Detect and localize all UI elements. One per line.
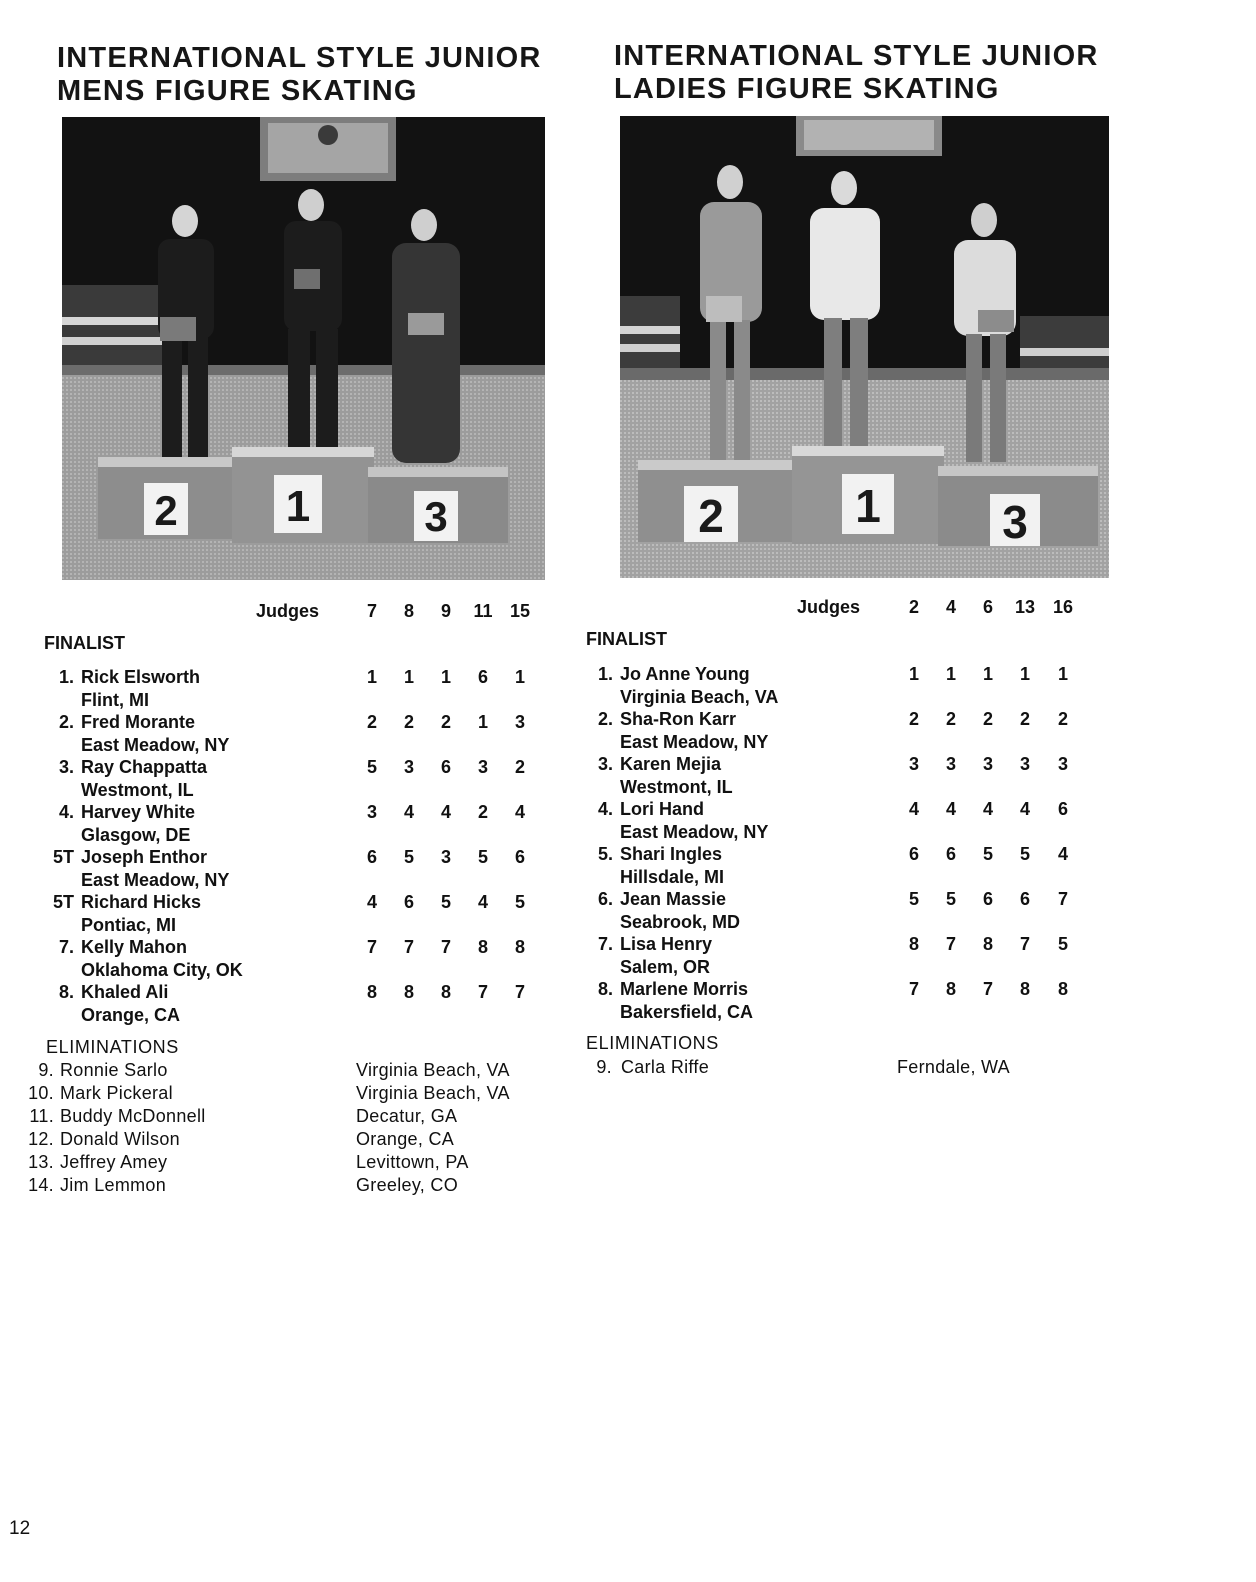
finalist-name: Jo Anne Young [620,664,750,684]
finalist-rank: 8. [58,982,74,1002]
finalist-score: 8 [514,937,525,957]
mens-title-line1: INTERNATIONAL STYLE JUNIOR [57,42,542,74]
finalist-entry [46,981,560,1026]
finalist-score: 1 [1057,664,1068,684]
finalist-city: Hillsdale, MI [620,867,725,887]
finalist-score: 3 [908,754,919,774]
finalist-name: Kelly Mahon [81,937,188,957]
finalist-score: 7 [1057,889,1068,909]
elimination-rank: 9. [38,1060,54,1080]
finalist-rank: 4. [597,799,613,819]
finalist-city: Oklahoma City, OK [81,960,243,980]
finalist-score: 6 [477,667,488,687]
finalist-score: 3 [1019,754,1030,774]
finalist-entry [46,756,560,801]
finalist-score: 4 [514,802,525,822]
elimination-entry [24,1128,544,1151]
finalist-entry [585,933,1145,978]
finalist-score: 6 [982,889,993,909]
finalist-score: 5 [514,892,525,912]
finalist-name: Joseph Enthor [81,847,208,867]
elimination-name: Carla Riffe [621,1057,710,1077]
finalist-rank: 2. [58,712,74,732]
finalist-score: 8 [945,979,956,999]
finalist-score: 8 [403,982,414,1002]
ladies-podium-number-1: 1 [855,480,881,532]
mens-podium-number-3: 3 [424,493,448,540]
mens-judge-number: 7 [366,601,377,621]
mens-judges-label: Judges [256,601,320,621]
finalist-score: 7 [477,982,488,1002]
finalist-score: 3 [1057,754,1068,774]
finalist-city: East Meadow, NY [620,822,769,842]
finalist-score: 2 [514,757,525,777]
finalist-score: 2 [403,712,414,732]
elimination-name: Mark Pickeral [60,1083,173,1103]
finalist-score: 3 [440,847,451,867]
finalist-name: Khaled Ali [81,982,169,1002]
finalist-entry [585,663,1145,708]
finalist-score: 6 [945,844,956,864]
finalist-score: 7 [945,934,956,954]
finalist-city: East Meadow, NY [620,732,769,752]
finalist-score: 5 [440,892,451,912]
mens-judge-number: 11 [473,601,493,621]
finalist-entry [585,843,1145,888]
finalist-score: 6 [514,847,525,867]
finalist-score: 6 [403,892,414,912]
finalist-city: Pontiac, MI [81,915,177,935]
finalist-entry [46,801,560,846]
elimination-rank: 9. [596,1057,612,1077]
finalist-name: Lori Hand [620,799,704,819]
elimination-entry [24,1105,544,1128]
finalist-city: Flint, MI [81,690,149,710]
finalist-score: 7 [440,937,451,957]
mens-judge-number: 8 [403,601,414,621]
mens-podium-photo [62,117,545,580]
finalist-score: 8 [1019,979,1030,999]
finalist-name: Fred Morante [81,712,196,732]
elimination-rank: 12. [28,1129,54,1149]
finalist-score: 7 [908,979,919,999]
mens-judges-row [0,601,560,625]
finalist-score: 2 [908,709,919,729]
finalist-city: East Meadow, NY [81,870,230,890]
mens-podium-number-2: 2 [154,487,178,534]
elimination-rank: 11. [29,1106,54,1126]
finalist-score: 5 [366,757,377,777]
finalist-score: 4 [908,799,919,819]
finalist-score: 7 [982,979,993,999]
finalist-score: 8 [477,937,488,957]
elimination-entry [24,1174,544,1197]
ladies-podium-photo [620,116,1109,578]
finalist-city: Glasgow, DE [81,825,191,845]
finalist-name: Richard Hicks [81,892,202,912]
finalist-rank: 7. [58,937,74,957]
finalist-rank: 1. [58,667,74,687]
elimination-city: Virginia Beach, VA [356,1083,510,1103]
elimination-name: Jeffrey Amey [60,1152,168,1172]
mens-eliminations-label: ELIMINATIONS [46,1037,179,1057]
finalist-score: 5 [477,847,488,867]
finalist-score: 2 [366,712,377,732]
finalist-score: 7 [1019,934,1030,954]
elimination-name: Ronnie Sarlo [60,1060,168,1080]
finalist-city: Orange, CA [81,1005,181,1025]
finalist-score: 4 [945,799,956,819]
finalist-name: Lisa Henry [620,934,713,954]
finalist-score: 8 [908,934,919,954]
finalist-entry [585,753,1145,798]
ladies-eliminations-label: ELIMINATIONS [586,1033,719,1053]
elimination-city: Ferndale, WA [897,1057,1010,1077]
finalist-score: 1 [403,667,414,687]
elimination-city: Levittown, PA [356,1152,469,1172]
mens-judge-number: 15 [509,601,531,621]
finalist-score: 3 [366,802,377,822]
finalist-name: Sha-Ron Karr [620,709,737,729]
finalist-city: Westmont, IL [620,777,733,797]
finalist-score: 4 [982,799,993,819]
finalist-score: 5 [908,889,919,909]
finalist-score: 6 [1057,799,1068,819]
finalist-score: 7 [366,937,377,957]
ladies-title-line1: INTERNATIONAL STYLE JUNIOR [614,40,1099,72]
finalist-rank: 5T [52,892,74,912]
finalist-name: Shari Ingles [620,844,723,864]
ladies-judge-number: 13 [1014,597,1036,617]
ladies-podium-number-2: 2 [698,490,724,542]
finalist-entry [585,978,1145,1023]
elimination-entry [24,1082,544,1105]
finalist-score: 2 [1057,709,1068,729]
finalist-score: 1 [514,667,525,687]
finalist-score: 1 [477,712,488,732]
finalist-rank: 7. [597,934,613,954]
elimination-city: Virginia Beach, VA [356,1060,510,1080]
finalist-entry [585,798,1145,843]
mens-podium-number-1: 1 [285,482,311,531]
ladies-judge-number: 4 [945,597,956,617]
finalist-name: Ray Chappatta [81,757,208,777]
finalist-city: Seabrook, MD [620,912,741,932]
finalist-score: 6 [366,847,377,867]
finalist-entry [46,846,560,891]
mens-judge-number: 9 [440,601,451,621]
finalist-score: 4 [440,802,451,822]
finalist-score: 4 [477,892,488,912]
ladies-judge-number: 16 [1052,597,1074,617]
finalist-rank: 3. [58,757,74,777]
finalist-name: Harvey White [81,802,196,822]
finalist-rank: 4. [58,802,74,822]
finalist-score: 5 [403,847,414,867]
finalist-score: 3 [982,754,993,774]
finalist-entry [46,666,560,711]
finalist-rank: 6. [597,889,613,909]
mens-title-line2: MENS FIGURE SKATING [57,75,418,107]
finalist-score: 6 [1019,889,1030,909]
finalist-score: 6 [440,757,451,777]
elimination-city: Orange, CA [356,1129,455,1149]
ladies-judge-number: 6 [982,597,993,617]
finalist-name: Rick Elsworth [81,667,201,687]
ladies-podium-number-3: 3 [1002,496,1028,548]
finalist-score: 2 [1019,709,1030,729]
finalist-entry [46,936,560,981]
finalist-score: 5 [1019,844,1030,864]
finalist-name: Jean Massie [620,889,727,909]
finalist-entry [46,711,560,756]
finalist-score: 2 [440,712,451,732]
finalist-name: Karen Mejia [620,754,722,774]
finalist-score: 2 [945,709,956,729]
finalist-score: 3 [403,757,414,777]
finalist-score: 4 [366,892,377,912]
finalist-rank: 2. [597,709,613,729]
finalist-score: 8 [440,982,451,1002]
finalist-rank: 3. [597,754,613,774]
finalist-entry [585,888,1145,933]
finalist-entry [585,708,1145,753]
ladies-title-line2: LADIES FIGURE SKATING [614,73,1000,105]
finalist-score: 7 [514,982,525,1002]
finalist-rank: 8. [597,979,613,999]
elimination-name: Buddy McDonnell [60,1106,206,1126]
finalist-score: 6 [908,844,919,864]
page-number: 12 [9,1518,31,1539]
finalist-entry [46,891,560,936]
finalist-name: Marlene Morris [620,979,749,999]
finalist-city: Virginia Beach, VA [620,687,779,707]
elimination-city: Decatur, GA [356,1106,458,1126]
finalist-score: 8 [366,982,377,1002]
finalist-score: 5 [1057,934,1068,954]
finalist-score: 4 [403,802,414,822]
finalist-score: 2 [982,709,993,729]
finalist-score: 5 [945,889,956,909]
finalist-score: 4 [1019,799,1030,819]
finalist-score: 1 [440,667,451,687]
finalist-rank: 5T [52,847,74,867]
elimination-name: Donald Wilson [60,1129,180,1149]
finalist-score: 5 [982,844,993,864]
ladies-judges-label: Judges [797,597,861,617]
finalist-rank: 1. [597,664,613,684]
finalist-score: 3 [945,754,956,774]
finalist-rank: 5. [597,844,613,864]
elimination-entry [585,1056,1145,1079]
finalist-city: Bakersfield, CA [620,1002,754,1022]
elimination-name: Jim Lemmon [60,1175,167,1195]
finalist-score: 8 [1057,979,1068,999]
finalist-city: Salem, OR [620,957,711,977]
finalist-score: 2 [477,802,488,822]
finalist-score: 3 [514,712,525,732]
finalist-city: Westmont, IL [81,780,194,800]
finalist-city: East Meadow, NY [81,735,230,755]
mens-title [57,42,541,108]
ladies-finalist-label: FINALIST [586,629,667,649]
elimination-city: Greeley, CO [356,1175,458,1195]
finalist-score: 1 [908,664,919,684]
mens-finalist-label: FINALIST [44,633,125,653]
ladies-judges-row [585,597,1145,621]
finalist-score: 4 [1057,844,1068,864]
finalist-score: 8 [982,934,993,954]
finalist-score: 1 [366,667,377,687]
elimination-entry [24,1151,544,1174]
finalist-score: 3 [477,757,488,777]
ladies-title [614,40,1098,106]
finalist-score: 1 [1019,664,1030,684]
ladies-judge-number: 2 [908,597,919,617]
finalist-score: 1 [945,664,956,684]
finalist-score: 1 [982,664,993,684]
finalist-score: 7 [403,937,414,957]
elimination-rank: 14. [28,1175,54,1195]
elimination-rank: 10. [28,1083,54,1103]
elimination-rank: 13. [28,1152,54,1172]
elimination-entry [24,1059,544,1082]
